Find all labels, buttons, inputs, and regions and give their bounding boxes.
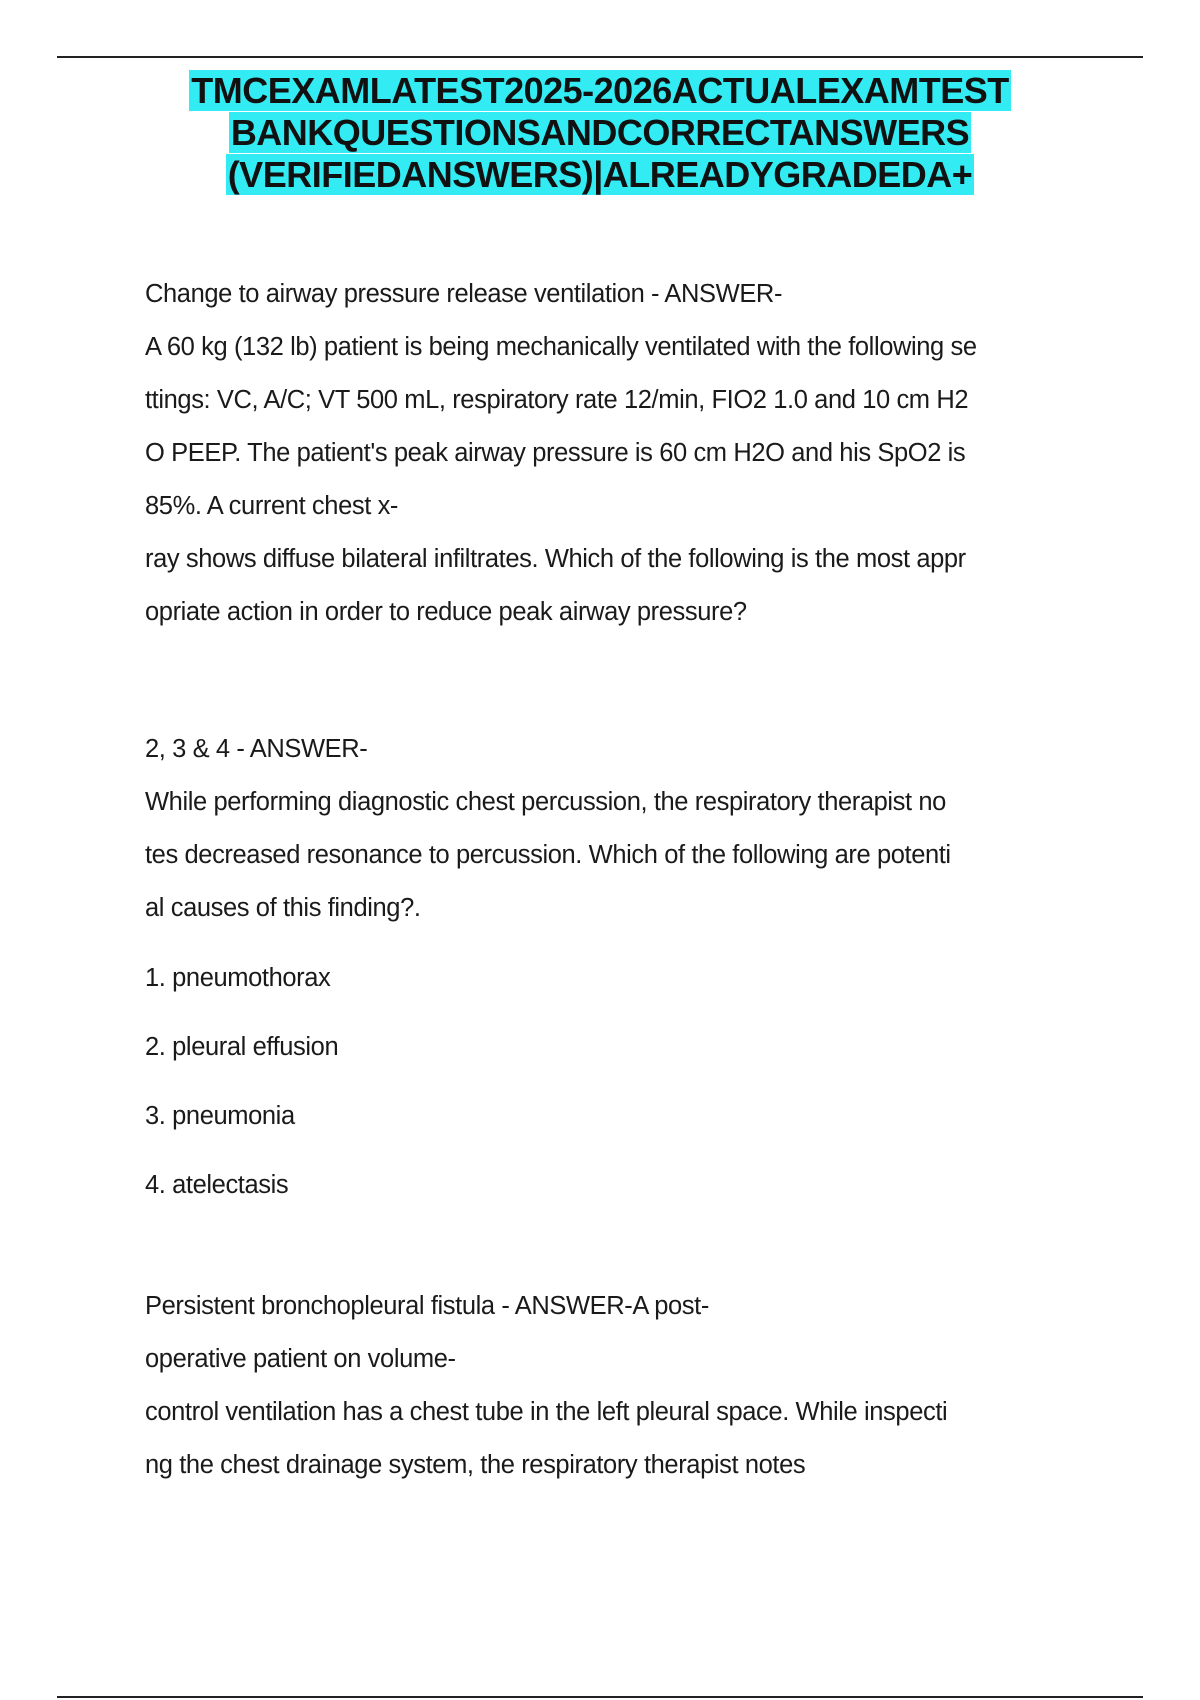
question-text-line: opriate action in order to reduce peak airway pressure? <box>145 598 747 626</box>
question-text-line: al causes of this finding?. <box>145 894 421 922</box>
bottom-divider <box>57 1696 1143 1698</box>
question-text-line: control ventilation has a chest tube in the left pleural space. While inspecti <box>145 1398 948 1426</box>
question-block-1 <box>145 268 1105 639</box>
block-spacer <box>145 1228 1105 1280</box>
question-text-line: ng the chest drainage system, the respiratory therapist notes <box>145 1451 806 1479</box>
option-item: 2. pleural effusion <box>145 1033 339 1061</box>
option-spacer <box>145 935 1105 952</box>
option-item: 4. atelectasis <box>145 1171 289 1199</box>
question-block-3 <box>145 1280 1105 1492</box>
question-block-2 <box>145 723 1105 1228</box>
block-spacer <box>145 639 1105 723</box>
answer-line: Persistent bronchopleural fistula - ANSWER-A post- <box>145 1292 709 1320</box>
document-body <box>145 268 1105 1492</box>
title-line-2: BANKQUESTIONSANDCORRECTANSWERS <box>230 112 970 153</box>
question-text-line: ttings: VC, A/C; VT 500 mL, respiratory rate 12/min, FIO2 1.0 and 10 cm H2 <box>145 386 969 414</box>
question-text-line: O PEEP. The patient's peak airway pressure is 60 cm H2O and his SpO2 is <box>145 439 966 467</box>
question-text-line: A 60 kg (132 lb) patient is being mechanically ventilated with the following se <box>145 333 977 361</box>
document-title <box>57 70 1143 196</box>
answer-line: Change to airway pressure release ventilation - ANSWER- <box>145 280 783 308</box>
question-text-line: operative patient on volume- <box>145 1345 456 1373</box>
top-divider <box>57 56 1143 58</box>
option-item: 3. pneumonia <box>145 1102 295 1130</box>
answer-line: 2, 3 & 4 - ANSWER- <box>145 735 368 763</box>
title-line-1: TMCEXAMLATEST2025-2026ACTUALEXAMTEST <box>191 70 1009 111</box>
question-text-line: tes decreased resonance to percussion. Which of the following are potenti <box>145 841 951 869</box>
question-text-line: ray shows diffuse bilateral infiltrates. Which of the following is the most appr <box>145 545 966 573</box>
title-line-3: (VERIFIEDANSWERS)|ALREADYGRADEDA+ <box>227 154 973 195</box>
question-text-line: While performing diagnostic chest percussion, the respiratory therapist no <box>145 788 946 816</box>
question-text-line: 85%. A current chest x- <box>145 492 399 520</box>
option-item: 1. pneumothorax <box>145 964 331 992</box>
